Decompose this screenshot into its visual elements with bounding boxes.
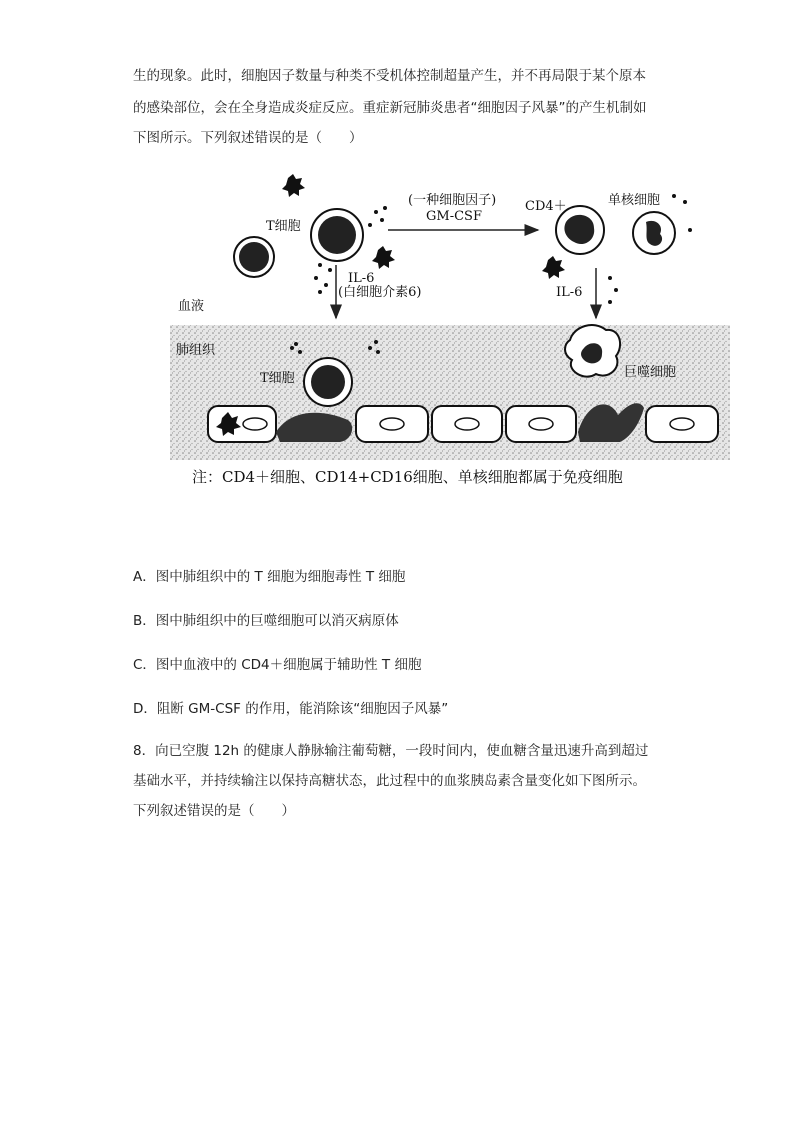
label-lung: 肺组织 xyxy=(176,343,216,358)
intro-line-2: 的感染部位，会在全身造成炎症反应。重症新冠肺炎患者“细胞因子风暴”的产生机制如 xyxy=(133,100,647,116)
figure-note: 注：CD4＋细胞、CD14+CD16细胞、单核细胞都属于免疫细胞 xyxy=(192,468,623,486)
label-il6-left: IL-6 xyxy=(348,271,375,286)
intro-line-3: 下图所示。下列叙述错误的是（ ） xyxy=(133,130,363,146)
label-il6-right: IL-6 xyxy=(556,285,583,300)
question8-line-3: 下列叙述错误的是（ ） xyxy=(133,803,295,819)
label-il6-left-note: (白细胞介素6) xyxy=(338,285,422,300)
label-blood: 血液 xyxy=(178,299,205,314)
label-macrophage: 巨噬细胞 xyxy=(624,365,677,380)
t-cell-top-large xyxy=(311,209,363,261)
virus-icon-mid xyxy=(372,246,395,269)
macrophage-cell xyxy=(565,325,620,377)
option-a: A．图中肺组织中的 T 细胞为细胞毒性 T 细胞 xyxy=(133,569,406,585)
label-t-cell-lung: T细胞 xyxy=(260,371,295,386)
question8-line-1: 8．向已空腹 12h 的健康人静脉输注葡萄糖，一段时间内，使血糖含量迅速升高到超过 xyxy=(133,743,649,759)
virus-icon-right xyxy=(542,256,565,279)
t-cell-lung xyxy=(304,358,352,406)
intro-line-1: 生的现象。此时，细胞因子数量与种类不受机体控制超量产生，并不再局限于某个原本 xyxy=(133,68,646,84)
cytokine-storm-figure xyxy=(170,170,730,495)
label-cytokine-1: (一种细胞因子) xyxy=(408,193,497,208)
t-cell-top-small xyxy=(234,237,274,277)
virus-icon-top xyxy=(282,174,305,197)
option-b: B．图中肺组织中的巨噬细胞可以消灭病原体 xyxy=(133,613,399,629)
option-d: D．阻断 GM-CSF 的作用，能消除该“细胞因子风暴” xyxy=(133,701,449,717)
monocyte-cell xyxy=(633,212,675,254)
label-t-cell-top: T细胞 xyxy=(266,219,301,234)
label-cd4: CD4＋ xyxy=(525,199,567,214)
question8-line-2: 基础水平，并持续输注以保持高糖状态，此过程中的血浆胰岛素含量变化如下图所示。 xyxy=(133,773,646,789)
label-monocyte: 单核细胞 xyxy=(608,193,661,208)
option-c: C．图中血液中的 CD4＋细胞属于辅助性 T 细胞 xyxy=(133,657,422,673)
label-gmcsf: GM-CSF xyxy=(426,209,482,224)
